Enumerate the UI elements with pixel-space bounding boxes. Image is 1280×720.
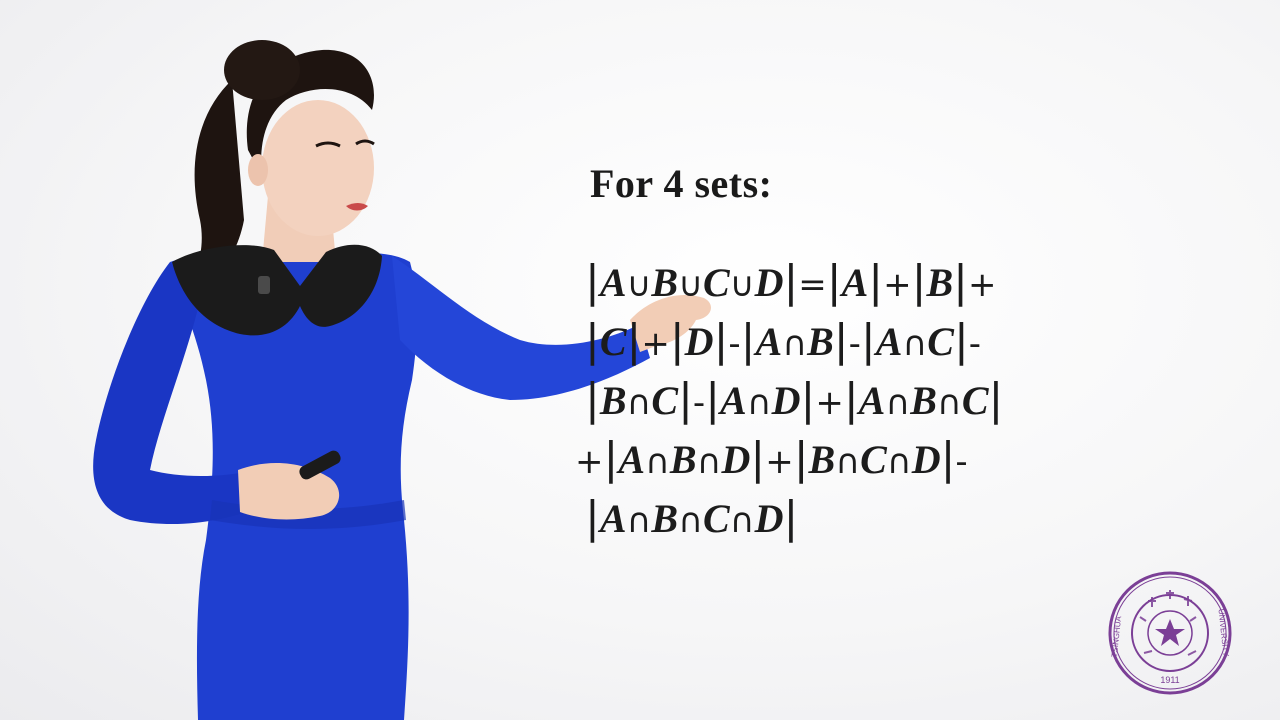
formula-line: |A∪B∪C∪D|=|A|+|B|+ — [585, 256, 997, 307]
slide-heading: For 4 sets: — [590, 161, 773, 206]
seal-left-text: TSINGHUA — [1109, 615, 1124, 658]
formula-line: |A∩B∩C∩D| — [585, 492, 799, 543]
formula-line: |C|+|D|-|A∩B|-|A∩C|- — [585, 315, 982, 366]
formula-line: +|A∩B∩D|+|B∩C∩D|- — [575, 433, 968, 484]
university-seal-logo — [1108, 571, 1232, 695]
inclusion-exclusion-formula — [575, 252, 1215, 547]
seal-right-text: UNIVERSITY — [1216, 608, 1231, 658]
seal-year: 1911 — [1160, 675, 1180, 685]
formula-line: |B∩C|-|A∩D|+|A∩B∩C| — [585, 374, 1004, 425]
